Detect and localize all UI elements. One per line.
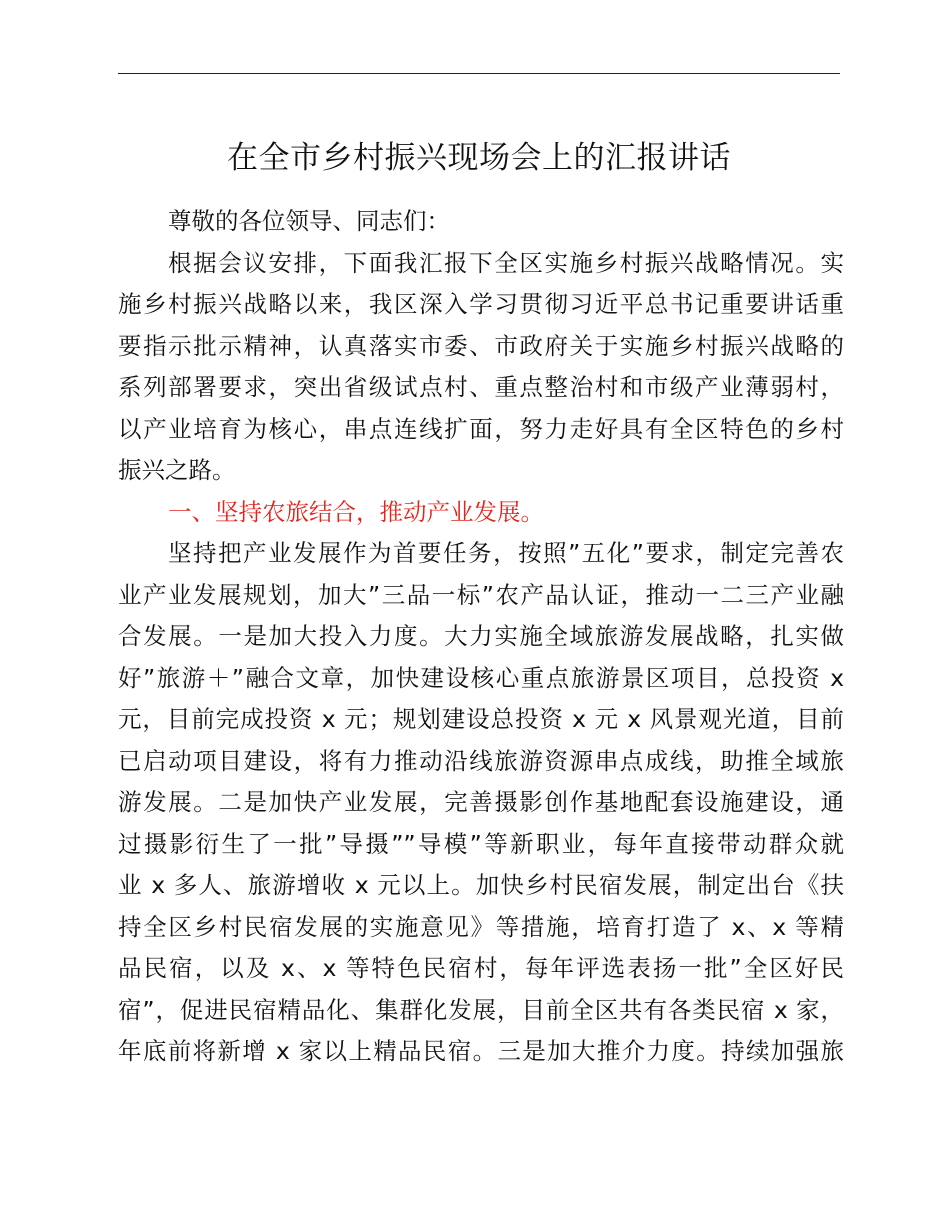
header-rule — [118, 73, 840, 74]
paragraph-line: 振兴之路。 — [118, 456, 236, 484]
paragraph-line: 品民宿，以及 x、x 等特色民宿村，每年评选表扬一批”全区好民 — [118, 954, 844, 982]
paragraph-line: 年底前将新增 x 家以上精品民宿。三是加大推介力度。持续加强旅 — [118, 1037, 844, 1065]
paragraph-line: 以产业培育为核心，串点连线扩面，努力走好具有全区特色的乡村 — [118, 414, 844, 443]
paragraph-line: 业产业发展规划，加大”三品一标”农产品认证，推动一二三产业融 — [118, 580, 844, 609]
document-title: 在全市乡村振兴现场会上的汇报讲话 — [227, 140, 731, 176]
section-heading: 一、坚持农旅结合，推动产业发展。 — [168, 497, 544, 526]
paragraph-line: 系列部署要求，突出省级试点村、重点整治村和市级产业薄弱村， — [118, 373, 844, 401]
paragraph-line: 宿”，促进民宿精品化、集群化发展，目前全区共有各类民宿 x 家， — [118, 995, 844, 1024]
paragraph-line: 业 x 多人、旅游增收 x 元以上。加快乡村民宿发展，制定出台《扶 — [118, 871, 844, 899]
paragraph-line: 合发展。一是加大投入力度。大力实施全域旅游发展战略，扎实做 — [118, 622, 844, 650]
salutation-line: 尊敬的各位领导、同志们： — [168, 207, 450, 235]
paragraph-line: 元，目前完成投资 x 元；规划建设总投资 x 元 x 风景观光道，目前 — [118, 705, 844, 733]
document-body — [118, 201, 844, 1073]
paragraph-line: 坚持把产业发展作为首要任务，按照”五化”要求，制定完善农 — [168, 539, 844, 567]
paragraph-line: 已启动项目建设，将有力推动沿线旅游资源串点成线，助推全域旅 — [118, 746, 844, 775]
paragraph-line: 根据会议安排，下面我汇报下全区实施乡村振兴战略情况。实 — [168, 248, 844, 277]
paragraph-line: 要指示批示精神，认真落实市委、市政府关于实施乡村振兴战略的 — [118, 331, 844, 360]
paragraph-line: 游发展。二是加快产业发展，完善摄影创作基地配套设施建设，通 — [118, 788, 844, 816]
paragraph-line: 过摄影衍生了一批”导摄””导模”等新职业，每年直接带动群众就 — [118, 829, 844, 858]
paragraph-line: 好”旅游＋”融合文章，加快建设核心重点旅游景区项目，总投资 x — [118, 663, 844, 692]
paragraph-line: 施乡村振兴战略以来，我区深入学习贯彻习近平总书记重要讲话重 — [118, 290, 844, 318]
paragraph-line: 持全区乡村民宿发展的实施意见》等措施，培育打造了 x、x 等精 — [118, 912, 844, 941]
